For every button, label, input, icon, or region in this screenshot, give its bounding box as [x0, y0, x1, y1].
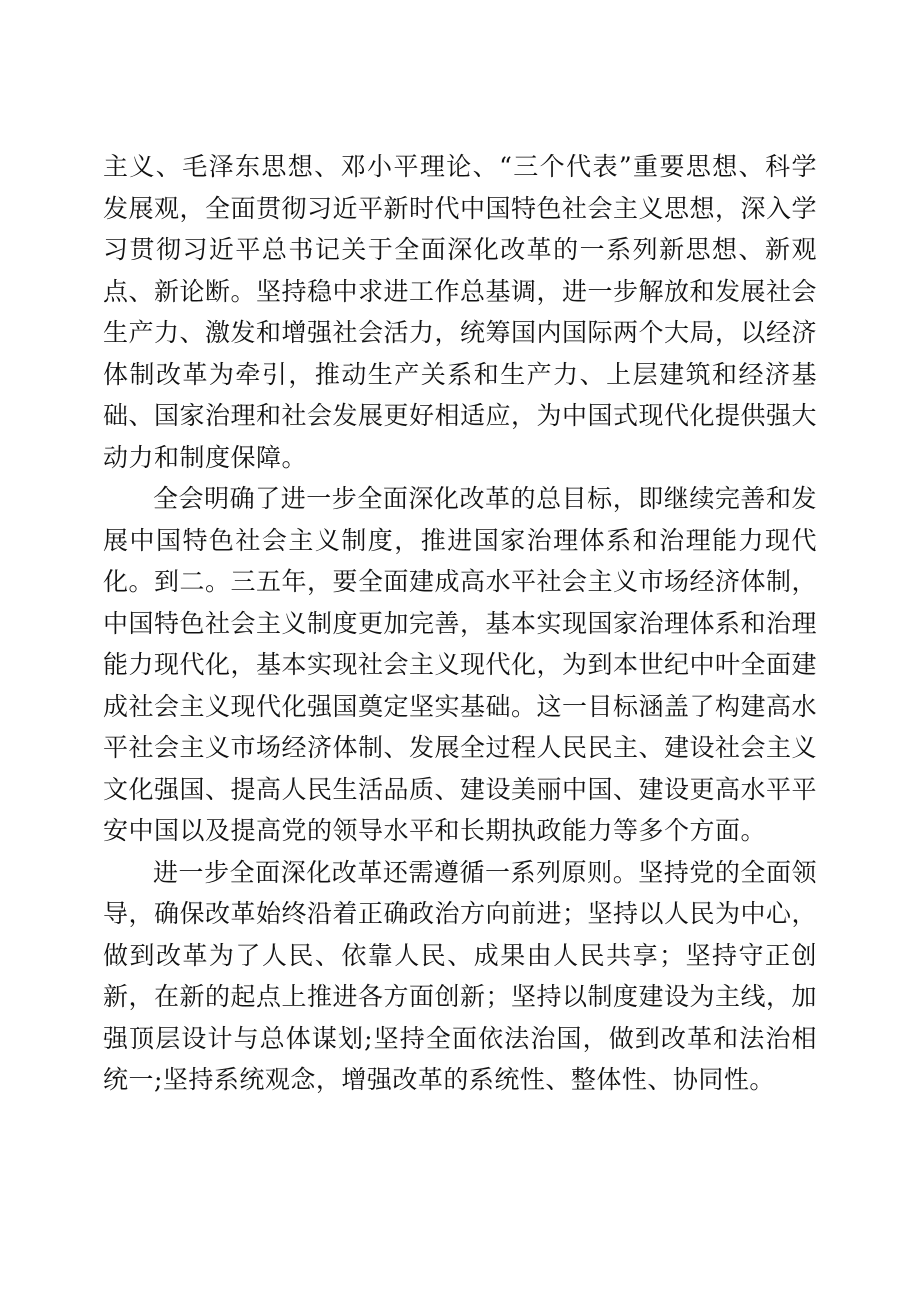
paragraph-reform-principles: 进一步全面深化改革还需遵循一系列原则。坚持党的全面领导，确保改革始终沿着正确政治方向前进；坚持以人民为中心，做到改革为了人民、依靠人民、成果由人民共享；坚持守正创新，在新的起点上推进各方面创新；坚持以制度建设为主线，加强顶层设计与总体谋划;坚持全面依法治国，做到改革和法治相统一;坚持系统观念，增强改革的系统性、整体性、协同性。 — [103, 857, 818, 1094]
paragraph-reform-goal: 全会明确了进一步全面深化改革的总目标，即继续完善和发展中国特色社会主义制度，推进国家治理体系和治理能力现代化。到二。三五年，要全面建成高水平社会主义市场经济体制，中国特色社会主义制度更加完善，基本实现国家治理体系和治理能力现代化，基本实现社会主义现代化，为到本世纪中叶全面建成社会主义现代化强国奠定坚实基础。这一目标涵盖了构建高水平社会主义市场经济体制、发展全过程人民民主、建设社会主义文化强国、提高人民生活品质、建设美丽中国、建设更高水平平安中国以及提高党的领导水平和长期执政能力等多个方面。 — [103, 484, 818, 845]
paragraph-continued: 主义、毛泽东思想、邓小平理论、“三个代表”重要思想、科学发展观，全面贯彻习近平新时代中国特色社会主义思想，深入学习贯彻习近平总书记关于全面深化改革的一系列新思想、新观点、新论断。坚持稳中求进工作总基调，进一步解放和发展社会生产力、激发和增强社会活力，统筹国内国际两个大局，以经济体制改革为牵引，推动生产关系和生产力、上层建筑和经济基础、国家治理和社会发展更好相适应，为中国式现代化提供强大动力和制度保障。 — [103, 152, 818, 472]
document-body — [103, 146, 817, 1101]
